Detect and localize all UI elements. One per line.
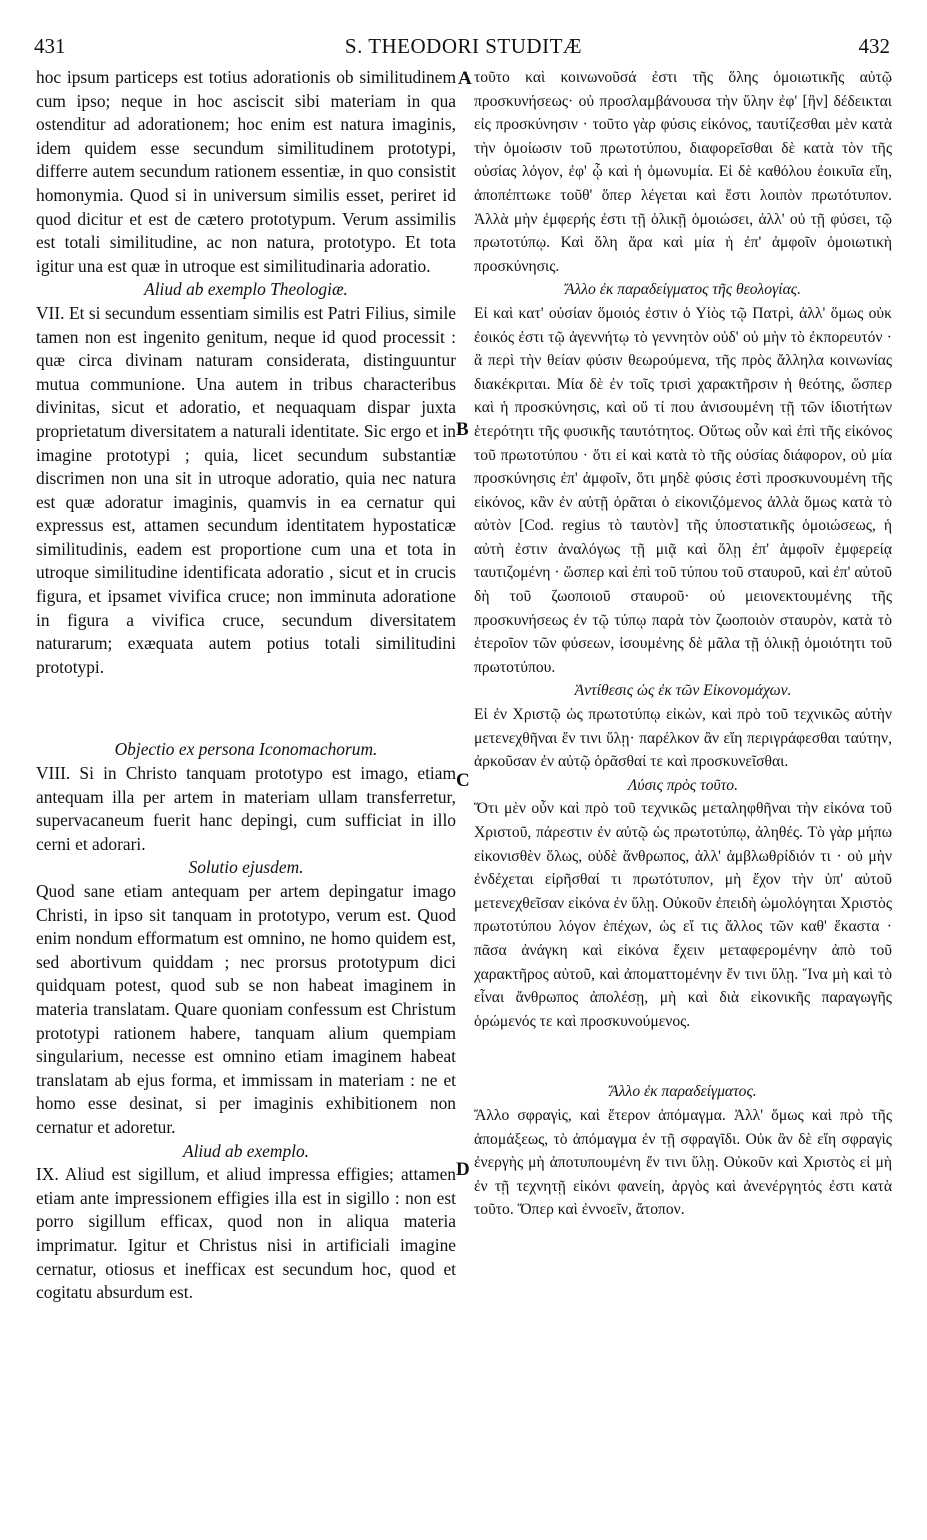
latin-paragraph: hoc ipsum particeps est totius adorationis ob similitudinem cum ipso; neque in hoc asciscit sibi materiam in qua ostenditur ad adorationem; hoc enim est natura imaginis, idem quidem esse secundum similitudinem prototypi, differre autem secundum rationem essentiæ, in quo consistit homonymia. Quod si in universum similis esset, periret id quod dicitur et est de cætero prototypum. Verum assimilis est totali similitudine, ac non natura, prototypo. Et tota igitur una est quæ in utroque est similitudinaria adoratio. — [36, 67, 456, 276]
greek-heading: Ἄλλο ἐκ παραδείγματος τῆς θεολογίας. — [565, 281, 801, 299]
section-marker-c: C — [456, 770, 470, 791]
page-header — [0, 0, 927, 62]
section-marker-a: A — [458, 68, 472, 89]
greek-paragraph: Εἰ ἐν Χριστῷ ὡς πρωτοτύπῳ εἰκὼν, καὶ πρὸ τοῦ τεχνικῶς αὐτὴν μετενεχθῆναι ἔν τινι ὕλῃ· παρέλκον ἂν εἴη περιγράφεσθαι ταύτην, ἀρκοῦσαν ἐν αὐτῷ ὁρᾶσθαί τε καὶ προσκυνεῖσθαι. — [474, 706, 892, 771]
greek-paragraph: Εἰ καὶ κατ' οὐσίαν ὅμοιός ἐστιν ὁ Υἱὸς τῷ Πατρὶ, ἀλλ' ὅμως οὐκ ἐοικός ἐστι τῷ ἀγεννήτῳ τὸ γεννητὸν οὐδ' οὐ μὴν τὸ ἐκπορευτόν · ἃ περὶ τὴν θείαν φύσιν θεωρούμενα, τῆς πρὸς ἄλληλα κοινωνίας διακέκριται. Μία δὲ ἐν τοῖς τρισὶ χαρακτῆρσιν ἡ θεότης, ὥσπερ καὶ ἡ προσκύνησις, καὶ οὔ τί που ἀνισουμένη τῇ τῶν ἰδιοτήτων ἑτερότητι τῆς φυσικῆς ταυτότητος. Οὕτως οὖν καὶ ἐπὶ τῆς εἰκόνος τοῦ πρωτοτύπου · ὅτι εἰ καὶ κατὰ τὸ τῆς οὐσίας διάφορον, οὐ μία προσκύνησις ἐπ' ἀμφοῖν, ὅτι μηδὲ φύσις ἐστὶ προσκυνουμένη τῆς εἰκόνος, κἂν ἐν αὐτῇ ὁρᾶται ὁ εἰκονιζόμενος ἀλλὰ ὅμως κατὰ τὸ αὐτὸν [Cod. regius τὸ ταυτὸν] τῆς ὑποστατικῆς ὁμοιώσεως, ἡ αὐτὴ ἐστιν ἀναλόγως τῇ μιᾷ καὶ ὅλῃ ἐπ' ἀμφοῖν ἐμφερείᾳ ταυτιζομένη · ὥσπερ καὶ ἐπὶ τοῦ τύπου τοῦ σταυροῦ, καὶ ἐπ' αὐτοῦ δὴ τοῦ ζωοποιοῦ σταυροῦ· οὐ μειονεκτουμένης τῆς προσκυνήσεως ἐν τῷ τύπῳ παρὰ τὸν ζωοποιὸν σταυρὸν, κατὰ τὸ ἑτεροῖον τῶν φύσεων, ἰσουμένης δὲ μᾶλα τῇ ὁλικῇ ὁμοιότητι τοῦ πρωτοτύπου. — [474, 304, 892, 676]
greek-heading: Λύσις πρὸς τοῦτο. — [628, 776, 738, 794]
spacer — [474, 1033, 892, 1080]
latin-paragraph: Quod sane etiam antequam per artem depingatur imago Christi, in ipso sit tanquam in prototypo, verum est. Quod enim nondum efformatum est omnino, ne homo quidem est, sed abortivum quiddam ; nec prorsus prototypum dici quidquam potest, quod sub se non habeat imaginem in materia translatam. Quare quoniam confessum est Christum prototypi rationem habere, tanquam alium quempiam singularium, necesse est omnino etiam imaginem habeat translatam ab ejus forma, et immissam in materiam : ne et homo esse desinat, si per imaginis exhibitionem non cernatur et adoretur. — [36, 881, 456, 1137]
running-title: S. THEODORI STUDITÆ — [344, 34, 583, 58]
greek-heading: Ἀντίθεσις ὡς ἐκ τῶν Εἰκονομάχων. — [574, 682, 792, 700]
greek-column — [474, 66, 892, 1222]
greek-paragraph: Ἄλλο σφραγὶς, καὶ ἕτερον ἀπόμαγμα. Ἀλλ' ὅμως καὶ πρὸ τῆς ἀπομάξεως, τὸ ἀπόμαγμα ἐν τῇ σφραγῖδι. Οὐκ ἂν δὲ εἴη σφραγὶς ἐνεργὴς μὴ ἀποτυπουμένη ἔν τινι ὕλῃ. Οὐκοῦν καὶ Χριστὸς εἰ μὴ ἐν τῇ τεχνητῇ εἰκόνι φανείη, ἀργὸς καὶ ἀνενέργητός ἐστι κατὰ τοῦτο. Ὅπερ καὶ ἐννοεῖν, ἄτοπον. — [474, 1106, 892, 1219]
latin-heading: Aliud ab exemplo Theologiæ. — [144, 279, 348, 300]
latin-paragraph: IX. Aliud est sigillum, et aliud impressa effigies; attamen etiam ante impressionem effigies illa est in sigillo : non est porro sigillum efficax, quod non in aliqua materia imprimatur. Igitur et Christus nisi in artificiali imagine cernatur, otiosus et inefficax est secundum hoc, quod et cogitatu absurdum est. — [36, 1164, 456, 1303]
left-page-number: 431 — [34, 34, 66, 58]
latin-heading: Solutio ejusdem. — [188, 857, 304, 878]
latin-paragraph: VII. Et si secundum essentiam similis est Patri Filius, simile tamen non est ingenito genitum, neque id quod processit : quæ circa divinam naturam considerata, distinguuntur mutua communione. Una autem in tribus characteribus divinitas, sicut et adoratio, et nequaquam dispar juxta proprietatum diversitatem a naturali identitate. Sic ergo et in imagine prototypi ; quia, licet secundum substantiæ discrimen non una sit in utroque adoratio, quia nec natura est quæ adoratur imaginis, quamvis in ea cernatur qui expressus est, attamen secundum identitatem hypostaticæ similitudinis, eadem est proportione cum una et tota in utroque similitudine identificata adoratio , sicut et in crucis figura, et ipsamet vivifica cruce; non imminuta adoratione in figura a vivifica cruce, secundum diversitatem naturarum; exæquata autem potius totali similitudini prototypi. — [36, 302, 456, 677]
section-marker-b: B — [456, 419, 469, 440]
section-marker-d: D — [456, 1159, 470, 1180]
greek-heading: Ἄλλο ἐκ παραδείγματος. — [609, 1083, 757, 1101]
latin-paragraph: VIII. Si in Christo tanquam prototypo est imago, etiam antequam illa per artem in materiam ullam transferretur, supervacaneum fuerit hanc depingi, cum sufficiat in illo cerni et adorari. — [36, 763, 456, 854]
right-page-number: 432 — [858, 34, 890, 58]
latin-column — [36, 66, 456, 1305]
latin-heading: Objectio ex persona Iconomachorum. — [114, 739, 378, 760]
greek-paragraph: τοῦτο καὶ κοινωνοῦσά ἐστι τῆς ὅλης ὁμοιωτικῆς αὐτῷ προσκυνήσεως· οὐ προσλαμβάνουσα τὴν ὕλην ἐφ' [ἣν] δέδεικται εἰς προσκύνησιν · τοῦτο γὰρ φύσις εἰκόνος, ταυτίζεσθαι μὲν κατὰ τὴν ὁμοίωσιν τοῦ πρωτοτύπου, διαφορεῖσθαι δὲ κατὰ τὸν τῆς οὐσίας λόγον, ἐφ' ᾧ καὶ ἡ ὁμωνυμία. Εἰ δὲ καθόλου ἐοικυῖα εἴη, ἀποπέπτωκε τοῦθ' ὅπερ λέγεται καὶ ἔστι λοιπὸν πρωτότυπον. Ἀλλὰ μὴν ἐμφερής ἐστι τῇ ὁλικῇ ὁμοιώσει, ἀλλ' οὐ τῇ φύσει, τῷ πρωτοτύπῳ. Καὶ ὅλη ἄρα καὶ μία ἡ ἐπ' ἀμφοῖν ὁμοιωτικὴ προσκύνησις. — [474, 69, 892, 275]
spacer — [36, 679, 456, 738]
latin-heading: Aliud ab exemplo. — [182, 1140, 310, 1161]
greek-paragraph: Ὅτι μὲν οὖν καὶ πρὸ τοῦ τεχνικῶς μεταληφθῆναι τὴν εἰκόνα τοῦ Χριστοῦ, πάρεστιν ἐν αὐτῷ ὡς πρωτοτύπῳ, ἀληθές. Τὸ γὰρ μήπω εἰκονισθὲν ὅλως, οὐδὲ ἄνθρωπος, ἀλλ' ἀμβλωθρίδιόν τι · οὐ μὴν ἐνδέχεται εἰρῆσθαί τι πρωτότυπον, μὴ ἔχον τὴν ὑπ' αὐτοῦ μετενεχθεῖσαν εἰκόνα ἐν ὕλῃ. Οὐκοῦν ἐπειδὴ ὡμολόγηται Χριστὸς πρωτοτύπου λόγον ἐπέχων, ὡς εἴ τις ἄλλος τῶν καθ' ἕκαστα · πᾶσα ἀνάγκη καὶ εἰκόνα ἔχειν μεταφερομένην ἀπὸ τοῦ χαρακτῆρος αὐτοῦ, καὶ ἀποματτομένην ἔν τινι ὕλῃ. Ἵνα μὴ καὶ τὸ εἶναι ἄνθρωπος ἀπολέσῃ, μὴ καὶ διὰ εἰκονικῆς παραγωγῆς ὁρώμενός τε καὶ προσκυνούμενος. — [474, 800, 892, 1030]
